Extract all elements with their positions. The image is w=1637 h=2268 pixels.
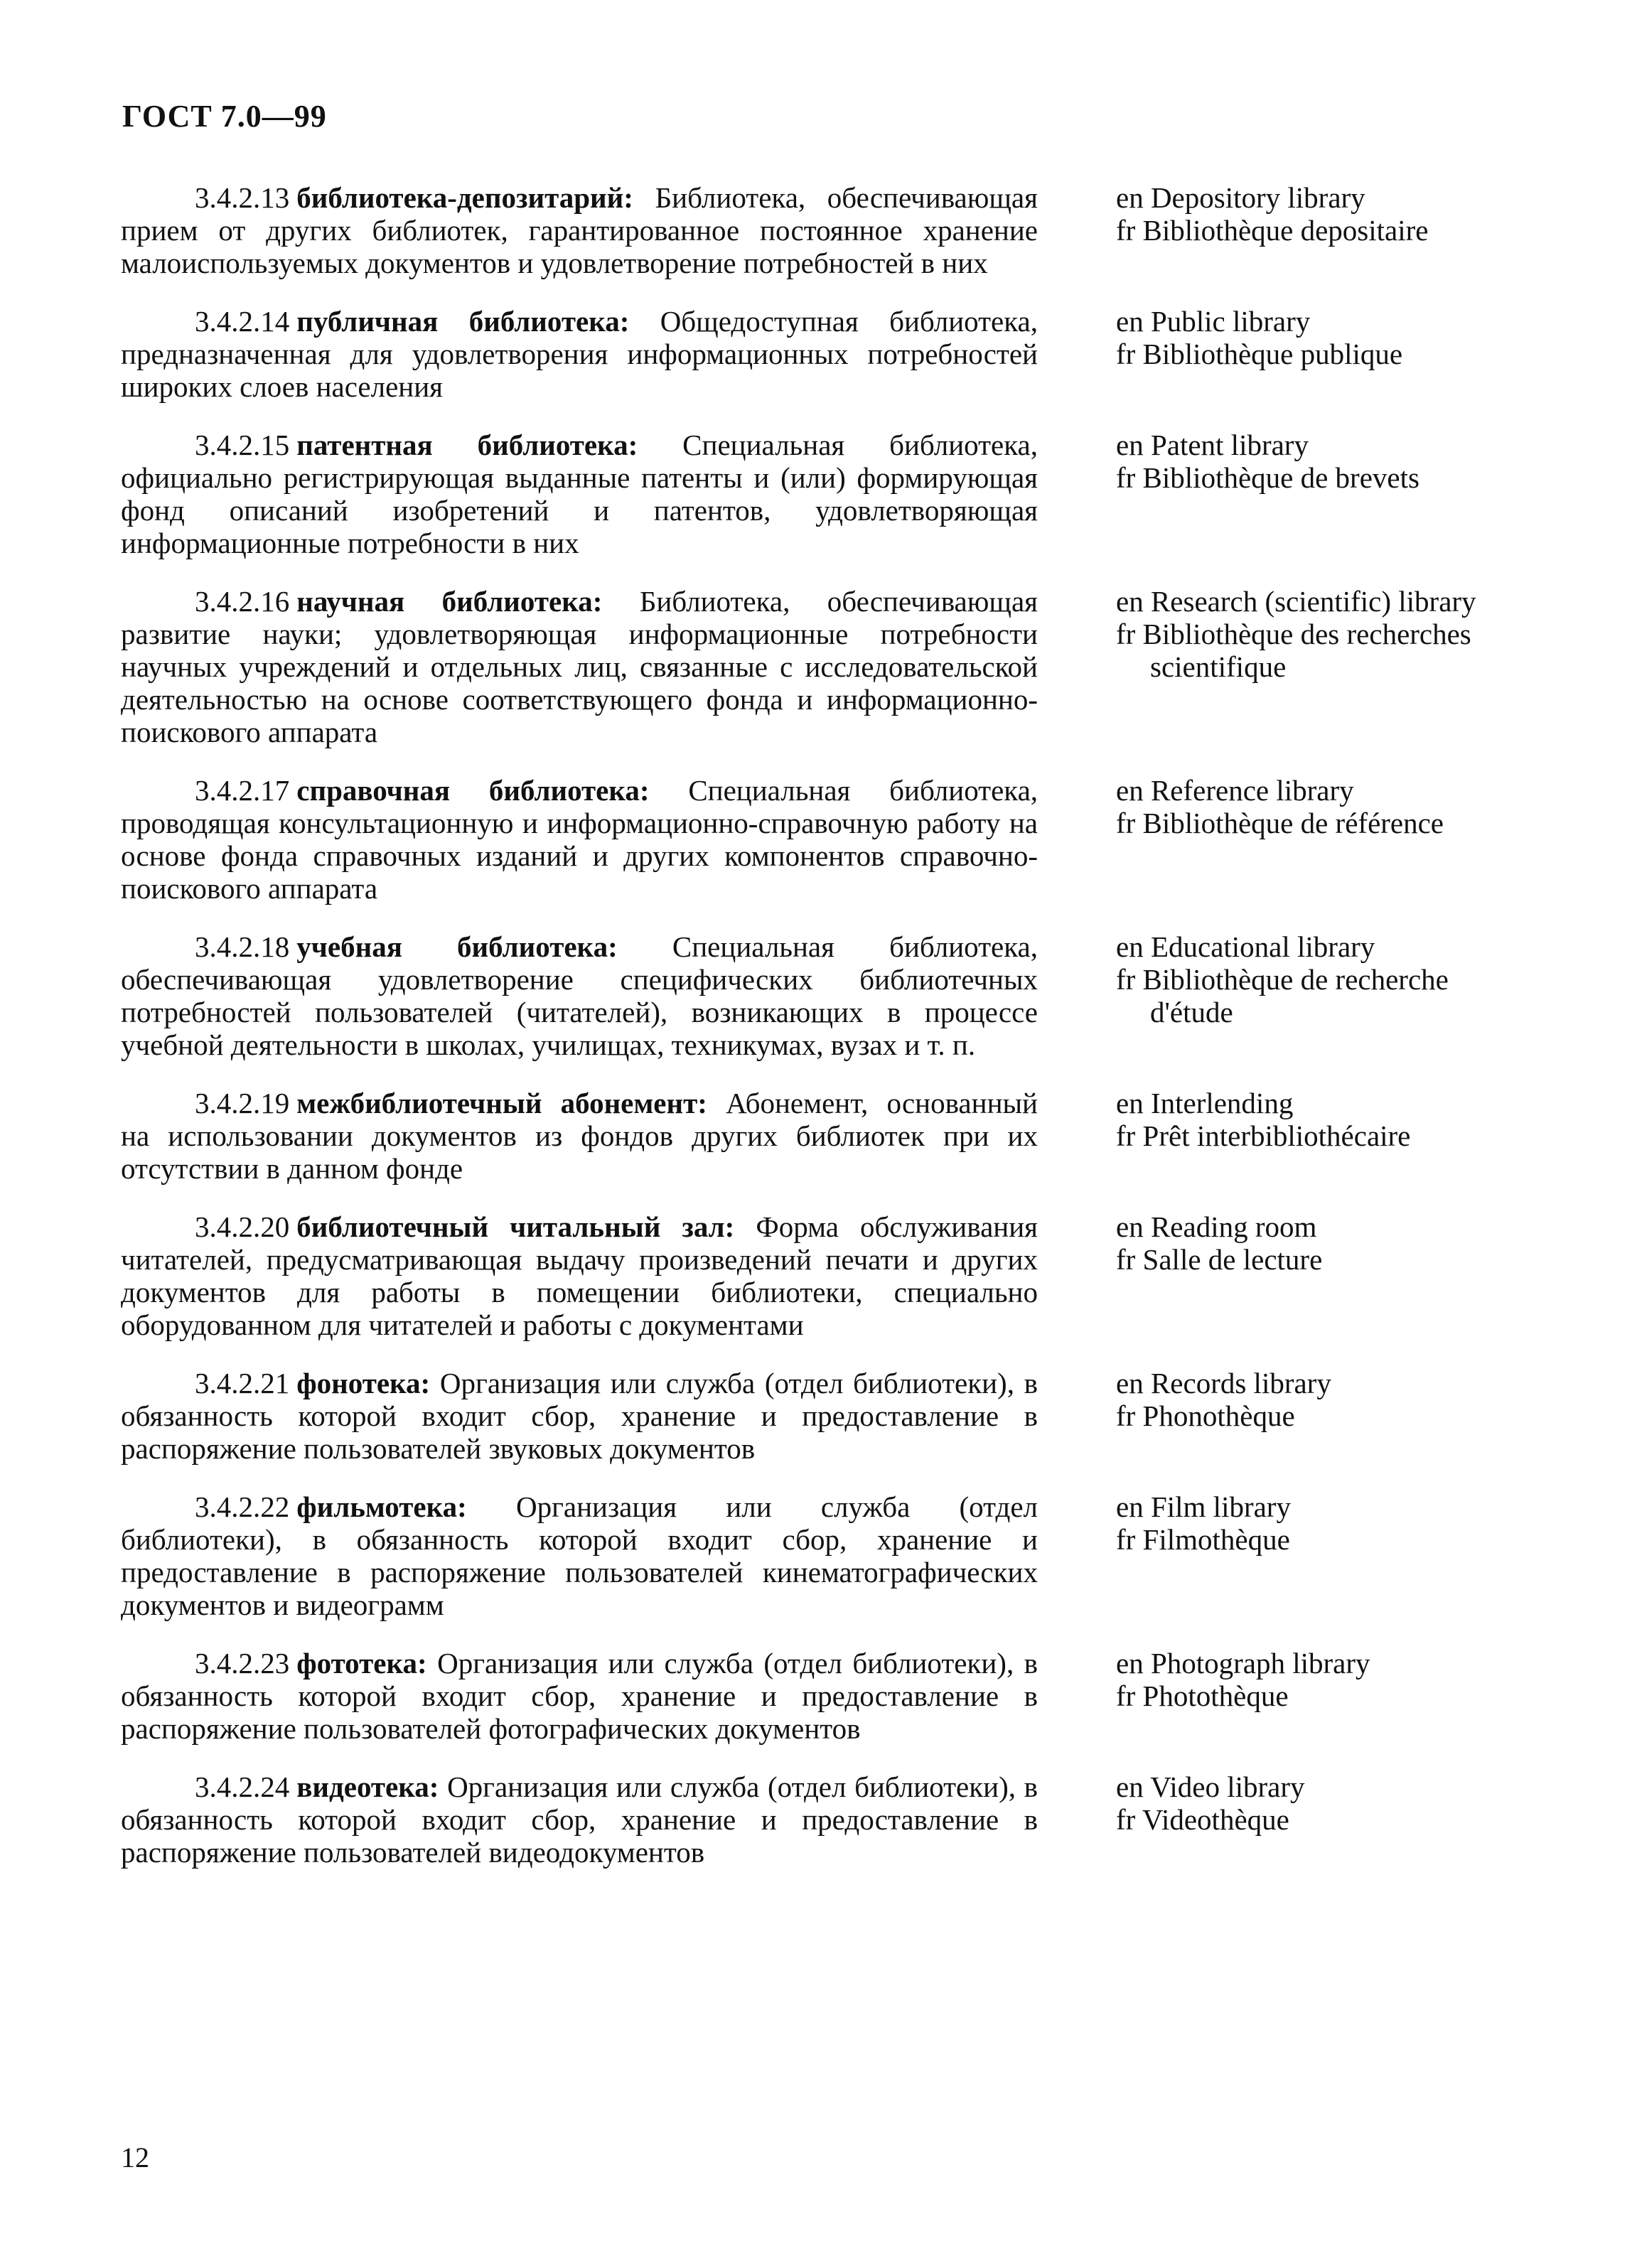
term-name: публичная библиотека: <box>296 305 630 338</box>
term-entry <box>0 1087 1637 1185</box>
term-definition-block <box>121 181 1038 279</box>
term-name: фильмотека: <box>296 1490 467 1523</box>
french-equivalent: fr Phonothèque <box>1116 1399 1295 1432</box>
document-header: ГОСТ 7.0—99 <box>122 99 327 134</box>
english-equivalent: en Educational library <box>1116 930 1375 963</box>
term-number: 3.4.2.13 <box>195 181 290 214</box>
english-equivalent: en Film library <box>1116 1490 1291 1523</box>
foreign-equivalents <box>1116 585 1557 683</box>
term-number: 3.4.2.16 <box>195 585 290 618</box>
term-entry <box>0 1770 1637 1869</box>
term-number: 3.4.2.23 <box>195 1647 290 1679</box>
term-number: 3.4.2.22 <box>195 1490 290 1523</box>
page-number: 12 <box>121 2141 149 2173</box>
french-equivalent: fr Filmothèque <box>1116 1523 1290 1556</box>
english-equivalent: en Public library <box>1116 305 1311 338</box>
term-entry <box>0 585 1637 748</box>
term-definition: Абонемент, основанный на использовании документов из фондов других библиотек при их отсутствии в данном фонде <box>121 1087 1038 1185</box>
foreign-equivalents <box>1116 181 1557 247</box>
term-definition: Организация или служба (отдел библиотеки), в обязанность которой входит сбор, хранение и предоставление в распоряжение пользователей видеодокументов <box>121 1770 1038 1869</box>
terms-list <box>0 181 1637 1894</box>
term-entry <box>0 1490 1637 1621</box>
foreign-equivalents <box>1116 1367 1557 1432</box>
term-definition: Специальная библиотека, проводящая консультационную и информационно-справочную работу на основе фонда справочных изданий и других компонентов справочно-поискового аппарата <box>121 774 1038 905</box>
foreign-equivalents <box>1116 774 1557 839</box>
term-definition-block <box>121 429 1038 559</box>
foreign-equivalents <box>1116 429 1557 494</box>
term-name: фототека: <box>296 1647 427 1679</box>
term-definition-block <box>121 1647 1038 1745</box>
foreign-equivalents <box>1116 1770 1557 1836</box>
term-number: 3.4.2.21 <box>195 1367 290 1399</box>
foreign-equivalents <box>1116 930 1557 1028</box>
term-definition: Организация или служба (отдел библиотеки), в обязанность которой входит сбор, хранение и предоставление в распоряжение пользователей фотографических документов <box>121 1647 1038 1745</box>
term-name: справочная библиотека: <box>296 774 650 807</box>
term-name: видеотека: <box>296 1770 439 1803</box>
french-equivalent: fr Bibliothèque publique <box>1116 338 1403 370</box>
french-equivalent: fr Photothèque <box>1116 1679 1289 1712</box>
term-entry <box>0 181 1637 279</box>
term-entry <box>0 1367 1637 1465</box>
foreign-equivalents <box>1116 1647 1557 1712</box>
english-equivalent: en Video library <box>1116 1770 1305 1803</box>
term-definition-block <box>121 1087 1038 1185</box>
term-name: библиотека-депозитарий: <box>296 181 633 214</box>
term-definition: Библиотека, обеспечивающая развитие науки; удовлетворяющая информационные потребности научных учреждений и отдельных лиц, связанные с исследовательской деятельностью на основе соответствующего фонда и информационно-поискового аппарата <box>121 585 1038 748</box>
term-number: 3.4.2.24 <box>195 1770 290 1803</box>
english-equivalent: en Depository library <box>1116 181 1365 214</box>
term-entry <box>0 305 1637 403</box>
english-equivalent: en Reading room <box>1116 1210 1317 1243</box>
french-equivalent: fr Bibliothèque de recherche <box>1116 963 1449 996</box>
french-equivalent: fr Prêt interbibliothécaire <box>1116 1119 1411 1152</box>
term-definition-block <box>121 930 1038 1061</box>
term-entry <box>0 774 1637 905</box>
term-entry <box>0 1647 1637 1745</box>
term-definition-block <box>121 585 1038 748</box>
foreign-equivalents <box>1116 1087 1557 1152</box>
term-number: 3.4.2.19 <box>195 1087 290 1119</box>
french-equivalent-continuation: d'étude <box>1150 996 1233 1028</box>
term-definition: Библиотека, обеспечивающая прием от других библиотек, гарантированное постоянное хранение малоиспользуемых документов и удовлетворение потребностей в них <box>121 181 1038 279</box>
term-definition-block <box>121 774 1038 905</box>
foreign-equivalents <box>1116 1490 1557 1556</box>
term-number: 3.4.2.17 <box>195 774 290 807</box>
english-equivalent: en Records library <box>1116 1367 1331 1399</box>
term-definition: Организация или служба (отдел библиотеки), в обязанность которой входит сбор, хранение и предоставление в распоряжение пользователей звуковых документов <box>121 1367 1038 1465</box>
term-entry <box>0 1210 1637 1341</box>
term-definition-block <box>121 1770 1038 1869</box>
term-definition-block <box>121 305 1038 403</box>
term-entry <box>0 930 1637 1061</box>
term-definition: Общедоступная библиотека, предназначенная для удовлетворения информационных потребностей широких слоев населения <box>121 305 1038 403</box>
french-equivalent: fr Videothèque <box>1116 1803 1289 1836</box>
french-equivalent: fr Salle de lecture <box>1116 1243 1323 1276</box>
term-definition-block <box>121 1210 1038 1341</box>
term-name: фонотека: <box>296 1367 431 1399</box>
term-definition: Специальная библиотека, обеспечивающая удовлетворение специфических библиотечных потребностей пользователей (читателей), возникающих в процессе учебной деятельности в школах, училищах, техникумах, вузах и т. п. <box>121 930 1038 1061</box>
term-name: межбиблиотечный абонемент: <box>296 1087 707 1119</box>
french-equivalent: fr Bibliothèque de référence <box>1116 807 1444 839</box>
french-equivalent: fr Bibliothèque de brevets <box>1116 461 1419 494</box>
term-definition: Специальная библиотека, официально регистрирующая выданные патенты и (или) формирующая фонд описаний изобретений и патентов, удовлетворяющая информационные потребности в них <box>121 429 1038 559</box>
english-equivalent: en Photograph library <box>1116 1647 1370 1679</box>
term-entry <box>0 429 1637 559</box>
english-equivalent: en Research (scientific) library <box>1116 585 1476 618</box>
english-equivalent: en Interlending <box>1116 1087 1294 1119</box>
term-name: патентная библиотека: <box>296 429 638 461</box>
term-number: 3.4.2.18 <box>195 930 290 963</box>
french-equivalent: fr Bibliothèque depositaire <box>1116 214 1429 247</box>
term-name: учебная библиотека: <box>296 930 618 963</box>
term-definition: Организация или служба (отдел библиотеки), в обязанность которой входит сбор, хранение и предоставление в распоряжение пользователей кинематографических документов и видеограмм <box>121 1490 1038 1621</box>
term-number: 3.4.2.20 <box>195 1210 290 1243</box>
english-equivalent: en Reference library <box>1116 774 1354 807</box>
foreign-equivalents <box>1116 1210 1557 1276</box>
term-name: научная библиотека: <box>296 585 603 618</box>
term-number: 3.4.2.15 <box>195 429 290 461</box>
foreign-equivalents <box>1116 305 1557 370</box>
french-equivalent: fr Bibliothèque des recherches <box>1116 618 1471 650</box>
term-definition: Форма обслуживания читателей, предусматривающая выдачу произведений печати и других документов для работы в помещении библиотеки, специально оборудованном для читателей и работы с документами <box>121 1210 1038 1341</box>
french-equivalent-continuation: scientifique <box>1150 650 1287 683</box>
english-equivalent: en Patent library <box>1116 429 1309 461</box>
term-number: 3.4.2.14 <box>195 305 290 338</box>
term-definition-block <box>121 1367 1038 1465</box>
term-name: библиотечный читальный зал: <box>296 1210 735 1243</box>
term-definition-block <box>121 1490 1038 1621</box>
